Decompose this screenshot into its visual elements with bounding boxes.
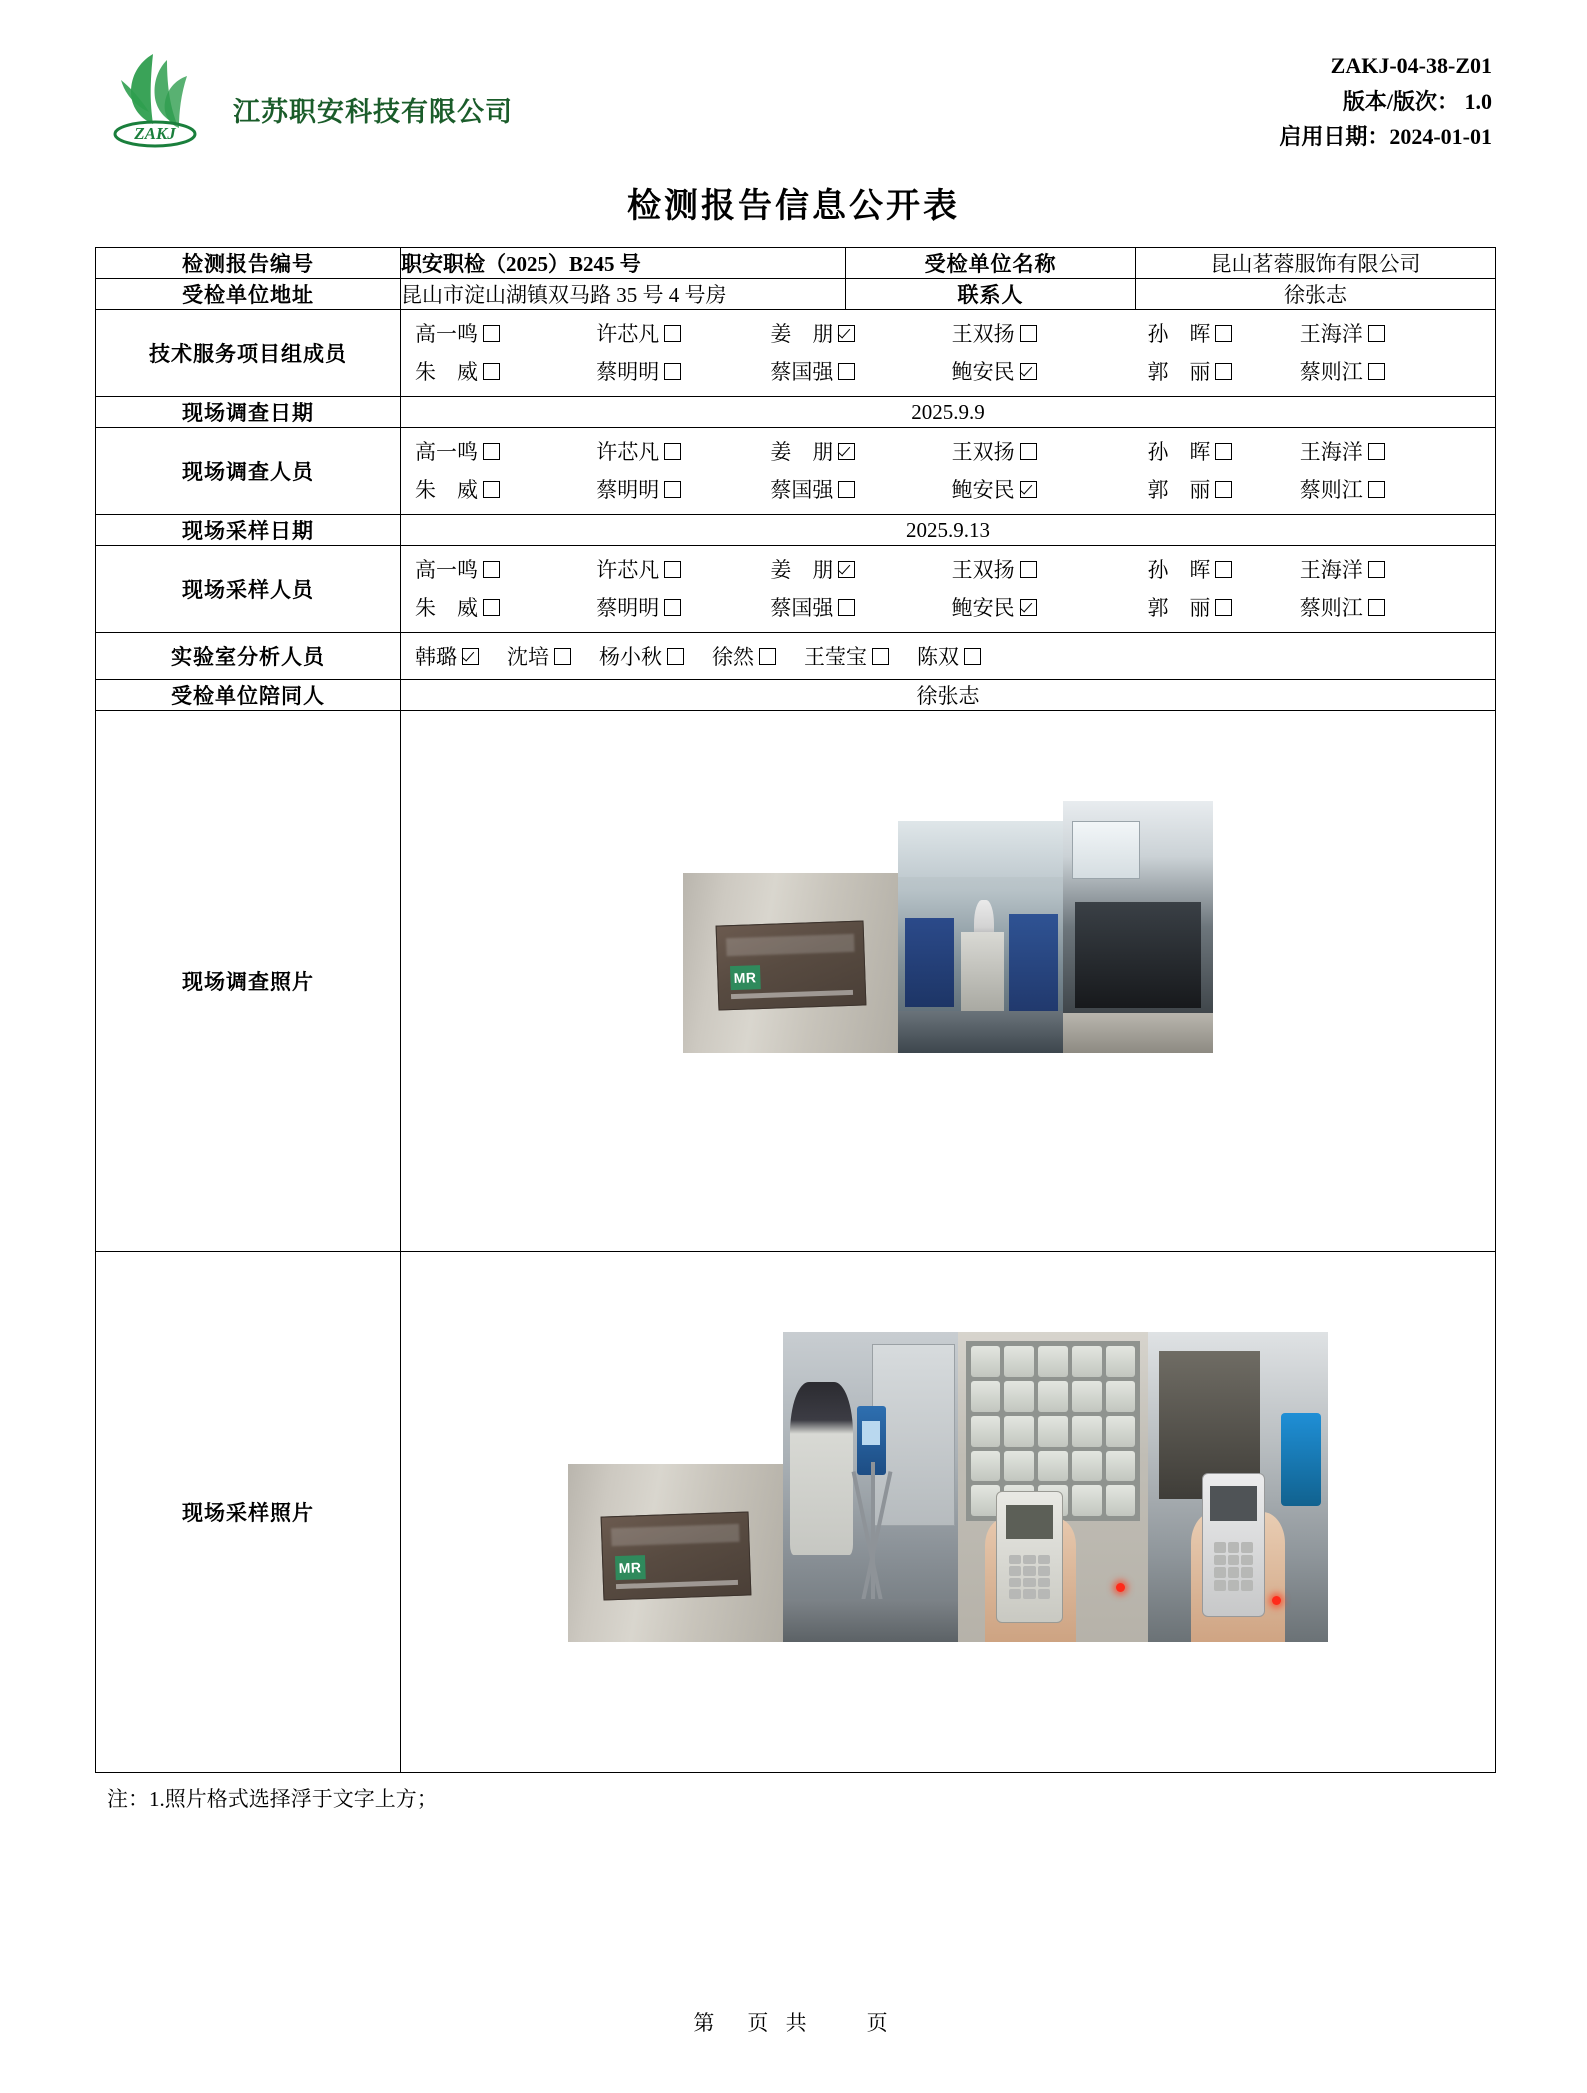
- survey-staff-item[interactable]: [1300, 474, 1481, 504]
- team-member-item[interactable]: [415, 356, 596, 386]
- lab-staff-item[interactable]: [917, 641, 981, 671]
- checkbox-icon[interactable]: [1368, 325, 1385, 342]
- svg-text:ZAKJ: ZAKJ: [134, 124, 176, 143]
- checkbox-icon[interactable]: [1215, 363, 1232, 380]
- lab-staff-name: 王莹宝: [804, 645, 867, 669]
- checkbox-icon[interactable]: [483, 481, 500, 498]
- survey-staff-item[interactable]: [952, 474, 1148, 504]
- team-member-item[interactable]: [1300, 356, 1481, 386]
- team-member-item[interactable]: [952, 356, 1148, 386]
- sampling-staff-item[interactable]: [596, 592, 770, 622]
- checkbox-icon[interactable]: [872, 648, 889, 665]
- footnote: 注：1.照片格式选择浮于文字上方；: [107, 1787, 438, 1811]
- table-row-survey-staff: [96, 428, 1496, 515]
- workshop-machines-photo: [898, 821, 1063, 1053]
- sampling-staff-name: 许芯凡: [596, 558, 660, 582]
- label-sampling-photos: 现场采样照片: [96, 1252, 401, 1773]
- label-escort: 受检单位陪同人: [96, 680, 401, 711]
- checkbox-icon[interactable]: [964, 648, 981, 665]
- team-member-item[interactable]: [1300, 318, 1481, 348]
- survey-staff-item[interactable]: [1147, 436, 1299, 466]
- label-contact: 联系人: [846, 279, 1136, 310]
- survey-staff-name: 朱 威: [415, 478, 478, 502]
- survey-staff-name: 王海洋: [1299, 440, 1363, 464]
- value-client-addr: 昆山市淀山湖镇双马路 35 号 4 号房: [401, 279, 846, 310]
- lab-staff-item[interactable]: [804, 641, 889, 671]
- team-member-item[interactable]: [415, 318, 596, 348]
- lab-staff-item[interactable]: [507, 641, 571, 671]
- document-version: 版本/版次： 1.0: [1342, 88, 1492, 114]
- plaque-mr-logo: MR: [615, 1555, 646, 1580]
- survey-staff-name: 蔡则江: [1299, 478, 1363, 502]
- survey-staff-name: 许芯凡: [596, 440, 660, 464]
- team-member-item[interactable]: [770, 356, 951, 386]
- workshop-machine-left: [905, 918, 955, 1006]
- sampling-staff-name: 朱 威: [415, 596, 478, 620]
- checkbox-icon[interactable]: [554, 648, 571, 665]
- company-name: 江苏职安科技有限公司: [233, 96, 513, 127]
- lab-staff-name: 杨小秋: [599, 645, 662, 669]
- survey-staff-name: 蔡明明: [596, 478, 660, 502]
- meter-keypad: [1214, 1542, 1253, 1590]
- checkbox-icon[interactable]: [838, 599, 855, 616]
- value-survey-date: 2025.9.9: [401, 397, 1496, 428]
- sampling-staff-checkbox-grid[interactable]: [401, 546, 1495, 632]
- page-number-footer: 第 页 共 页: [693, 2011, 894, 2035]
- table-row-sampling-date: [96, 515, 1496, 546]
- machine-room-window: [1072, 821, 1140, 878]
- checkbox-icon[interactable]: [664, 481, 681, 498]
- team-member-item[interactable]: [952, 318, 1148, 348]
- value-sampling-staff: [401, 546, 1496, 633]
- survey-staff-item[interactable]: [770, 474, 951, 504]
- checkbox-icon[interactable]: [664, 443, 681, 460]
- team-member-name: 蔡则江: [1299, 360, 1363, 384]
- workshop-machine-mid: [961, 932, 1004, 1011]
- tripod-sampler-photo: [783, 1332, 958, 1642]
- checkbox-checked-icon[interactable]: [838, 325, 855, 342]
- plaque-board: [716, 921, 867, 1011]
- handheld-meter-machine-photo: [1148, 1332, 1328, 1642]
- label-survey-photos: 现场调查照片: [96, 711, 401, 1252]
- checkbox-icon[interactable]: [1215, 325, 1232, 342]
- sampling-photo-group: [568, 1332, 1328, 1642]
- sampling-staff-item[interactable]: [1147, 554, 1299, 584]
- plaque-highlight: [611, 1524, 740, 1546]
- company-plaque-photo: [683, 873, 898, 1053]
- label-team: 技术服务项目组成员: [96, 310, 401, 397]
- team-member-name: 鲍安民: [951, 360, 1015, 384]
- survey-staff-name: 姜 朋: [770, 440, 834, 464]
- value-lab-staff: [401, 633, 1496, 680]
- lab-staff-item[interactable]: [415, 641, 479, 671]
- company-plaque-photo: [568, 1464, 783, 1642]
- value-sampling-date: 2025.9.13: [401, 515, 1496, 546]
- table-row-survey-photos: [96, 711, 1496, 1252]
- blue-instrument: [1281, 1413, 1321, 1506]
- team-member-name: 孙 晖: [1147, 322, 1211, 346]
- team-member-name: 朱 威: [415, 360, 478, 384]
- table-row-lab-staff: [96, 633, 1496, 680]
- checkbox-icon[interactable]: [664, 363, 681, 380]
- team-member-name: 姜 朋: [770, 322, 834, 346]
- sampling-staff-item[interactable]: [596, 554, 770, 584]
- table-row-team: [96, 310, 1496, 397]
- table-row-report-no: [96, 248, 1496, 279]
- checkbox-checked-icon[interactable]: [1020, 363, 1037, 380]
- lab-staff-name: 徐然: [712, 645, 754, 669]
- checkbox-icon[interactable]: [838, 363, 855, 380]
- checkbox-icon[interactable]: [483, 363, 500, 380]
- sampling-staff-item[interactable]: [770, 554, 951, 584]
- checkbox-icon[interactable]: [1215, 481, 1232, 498]
- checkbox-icon[interactable]: [1368, 481, 1385, 498]
- sampling-staff-name: 孙 晖: [1147, 558, 1211, 582]
- label-report-no: 检测报告编号: [96, 248, 401, 279]
- team-member-name: 蔡明明: [596, 360, 660, 384]
- label-client-addr: 受检单位地址: [96, 279, 401, 310]
- survey-staff-name: 王双扬: [951, 440, 1015, 464]
- machine-room-floor: [1063, 1013, 1213, 1053]
- sampling-staff-item[interactable]: [415, 554, 596, 584]
- checkbox-icon[interactable]: [483, 561, 500, 578]
- value-client-name: 昆山茗蓉服饰有限公司: [1136, 248, 1496, 279]
- survey-staff-name: 高一鸣: [415, 440, 478, 464]
- table-row-sampling-staff: [96, 546, 1496, 633]
- checkbox-icon[interactable]: [838, 481, 855, 498]
- survey-staff-item[interactable]: [596, 474, 770, 504]
- machine-room-photo: [1063, 801, 1213, 1053]
- checkbox-icon[interactable]: [1368, 443, 1385, 460]
- table-row-sampling-photos: [96, 1252, 1496, 1773]
- team-member-item[interactable]: [596, 356, 770, 386]
- tripod-operator: [790, 1382, 853, 1556]
- checkbox-icon[interactable]: [667, 648, 684, 665]
- sampling-photo-wrap: [401, 1252, 1495, 1772]
- checkbox-icon[interactable]: [1020, 443, 1037, 460]
- plaque-mr-logo: MR: [730, 965, 761, 990]
- checkbox-icon[interactable]: [1215, 561, 1232, 578]
- sampling-staff-name: 姜 朋: [770, 558, 834, 582]
- label-survey-staff: 现场调查人员: [96, 428, 401, 515]
- handheld-meter-panel-photo: [958, 1332, 1148, 1642]
- survey-staff-item[interactable]: [415, 474, 596, 504]
- checkbox-icon[interactable]: [1020, 561, 1037, 578]
- handheld-meter-device: [996, 1491, 1063, 1623]
- survey-staff-item[interactable]: [1300, 436, 1481, 466]
- checkbox-icon[interactable]: [1215, 443, 1232, 460]
- sampling-staff-item[interactable]: [770, 592, 951, 622]
- label-sampling-date: 现场采样日期: [96, 515, 401, 546]
- checkbox-icon[interactable]: [1215, 599, 1232, 616]
- team-checkbox-grid[interactable]: [401, 310, 1495, 396]
- value-team: [401, 310, 1496, 397]
- survey-photo-group: [683, 801, 1213, 1053]
- survey-staff-name: 蔡国强: [770, 478, 834, 502]
- sampling-staff-name: 鲍安民: [951, 596, 1015, 620]
- lab-staff-checkbox-row[interactable]: [401, 633, 1495, 679]
- survey-staff-item[interactable]: [952, 436, 1148, 466]
- checkbox-icon[interactable]: [1368, 561, 1385, 578]
- plaque-highlight: [726, 934, 855, 957]
- lab-staff-item[interactable]: [599, 641, 684, 671]
- survey-staff-item[interactable]: [596, 436, 770, 466]
- sampling-staff-name: 蔡则江: [1299, 596, 1363, 620]
- workshop-floor: [898, 1011, 1063, 1053]
- table-row-client-addr: [96, 279, 1496, 310]
- plaque-board: [601, 1511, 752, 1600]
- team-member-name: 王海洋: [1299, 322, 1363, 346]
- sampling-staff-item[interactable]: [1300, 554, 1481, 584]
- header-meta: [1279, 36, 1492, 155]
- value-survey-staff: [401, 428, 1496, 515]
- survey-photo-wrap: [401, 711, 1495, 1251]
- checkbox-checked-icon[interactable]: [838, 443, 855, 460]
- plaque-text-line: [731, 990, 854, 999]
- checkbox-icon[interactable]: [483, 599, 500, 616]
- lab-staff-item[interactable]: [712, 641, 776, 671]
- document-code: ZAKJ-04-38-Z01: [1330, 53, 1492, 78]
- checkbox-icon[interactable]: [1368, 363, 1385, 380]
- lab-staff-name: 陈双: [917, 645, 959, 669]
- team-member-item[interactable]: [1147, 356, 1299, 386]
- team-member-item[interactable]: [1147, 318, 1299, 348]
- team-member-name: 高一鸣: [415, 322, 478, 346]
- checkbox-icon[interactable]: [664, 561, 681, 578]
- sampling-staff-name: 王海洋: [1299, 558, 1363, 582]
- table-row-survey-date: [96, 397, 1496, 428]
- sampling-staff-name: 高一鸣: [415, 558, 478, 582]
- team-member-name: 王双扬: [951, 322, 1015, 346]
- survey-staff-item[interactable]: [415, 436, 596, 466]
- sampling-staff-item[interactable]: [1147, 592, 1299, 622]
- survey-staff-name: 孙 晖: [1147, 440, 1211, 464]
- survey-photos-cell: [401, 711, 1496, 1252]
- sampling-staff-item[interactable]: [415, 592, 596, 622]
- checkbox-icon[interactable]: [664, 599, 681, 616]
- checkbox-icon[interactable]: [759, 648, 776, 665]
- meter-indicator-led: [1272, 1596, 1281, 1605]
- checkbox-checked-icon[interactable]: [1020, 599, 1037, 616]
- lab-staff-name: 韩璐: [415, 645, 457, 669]
- survey-staff-name: 鲍安民: [951, 478, 1015, 502]
- brand-block: [95, 36, 513, 156]
- sampling-staff-name: 王双扬: [951, 558, 1015, 582]
- team-member-item[interactable]: [596, 318, 770, 348]
- label-survey-date: 现场调查日期: [96, 397, 401, 428]
- checkbox-icon[interactable]: [483, 443, 500, 460]
- checkbox-icon[interactable]: [664, 325, 681, 342]
- label-sampling-staff: 现场采样人员: [96, 546, 401, 633]
- label-client-name: 受检单位名称: [846, 248, 1136, 279]
- workshop-machine-right: [1009, 914, 1059, 1011]
- meter-indicator-led: [1116, 1583, 1125, 1592]
- survey-staff-checkbox-grid[interactable]: [401, 428, 1495, 514]
- plaque-text-line: [616, 1580, 739, 1589]
- workshop-ceiling: [898, 821, 1063, 877]
- value-report-no: 职安职检（2025）B245 号: [401, 248, 846, 279]
- team-member-item[interactable]: [770, 318, 951, 348]
- checkbox-checked-icon[interactable]: [1020, 481, 1037, 498]
- sampling-staff-name: 蔡明明: [596, 596, 660, 620]
- sampling-staff-item[interactable]: [952, 554, 1148, 584]
- meter-keypad: [1009, 1555, 1050, 1599]
- sampling-staff-item[interactable]: [952, 592, 1148, 622]
- sampling-staff-name: 郭 丽: [1147, 596, 1211, 620]
- tripod-floor: [783, 1599, 958, 1642]
- handheld-meter-device: [1202, 1473, 1265, 1618]
- survey-staff-item[interactable]: [1147, 474, 1299, 504]
- team-member-name: 许芯凡: [596, 322, 660, 346]
- team-member-name: 蔡国强: [770, 360, 834, 384]
- team-member-name: 郭 丽: [1147, 360, 1211, 384]
- company-logo-icon: [95, 36, 215, 156]
- sampling-staff-item[interactable]: [1300, 592, 1481, 622]
- survey-staff-item[interactable]: [770, 436, 951, 466]
- value-escort: 徐张志: [401, 680, 1496, 711]
- checkbox-icon[interactable]: [1020, 325, 1037, 342]
- sampling-photos-cell: [401, 1252, 1496, 1773]
- survey-staff-name: 郭 丽: [1147, 478, 1211, 502]
- lab-staff-name: 沈培: [507, 645, 549, 669]
- table-row-escort: [96, 680, 1496, 711]
- label-lab-staff: 实验室分析人员: [96, 633, 401, 680]
- page-title: 检测报告信息公开表: [627, 188, 960, 225]
- checkbox-checked-icon[interactable]: [462, 648, 479, 665]
- sampling-staff-name: 蔡国强: [770, 596, 834, 620]
- effective-date: 启用日期：2024-01-01: [1279, 124, 1492, 150]
- checkbox-icon[interactable]: [483, 325, 500, 342]
- checkbox-checked-icon[interactable]: [838, 561, 855, 578]
- checkbox-icon[interactable]: [1368, 599, 1385, 616]
- machine-room-equipment: [1075, 902, 1201, 1008]
- value-contact: 徐张志: [1136, 279, 1496, 310]
- document-header: [95, 0, 1492, 156]
- report-info-table: [95, 247, 1496, 1773]
